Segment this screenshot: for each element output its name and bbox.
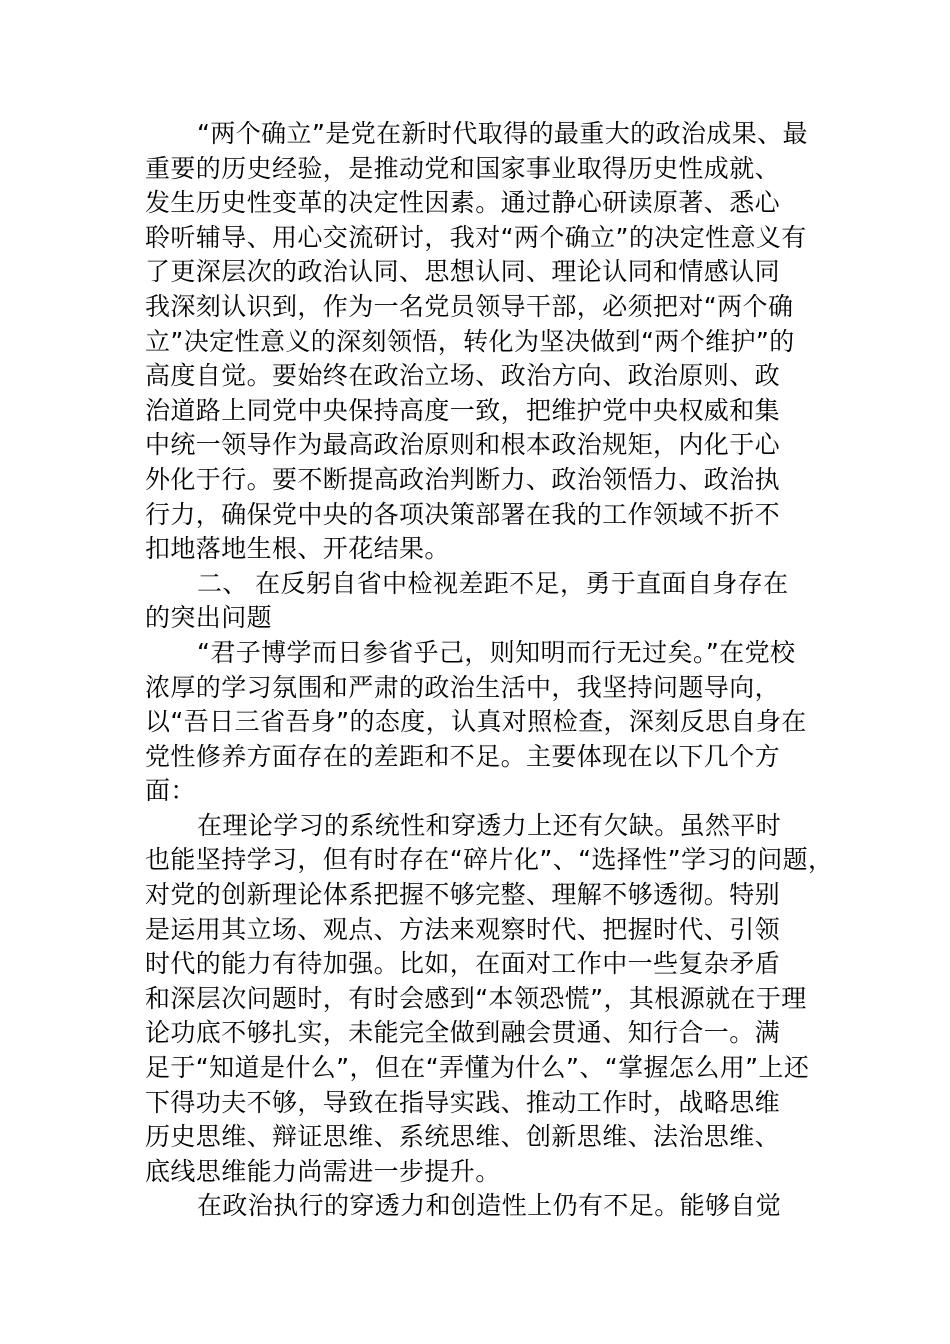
text-line: 在政治执行的穿透力和创造性上仍有不足。能够自觉 — [197, 1191, 782, 1221]
text-line: 面： — [145, 776, 196, 806]
text-line: 和深层次问题时，有时会感到“本领恐慌”，其根源就在于理 — [145, 983, 807, 1013]
text-line: 党性修养方面存在的差距和不足。主要体现在以下几个方 — [145, 741, 781, 771]
paragraph-two-establishments — [145, 117, 825, 567]
text-line: 是运用其立场、观点、方法来观察时代、把握时代、引领 — [145, 914, 781, 944]
text-line: 行力，确保党中央的各项决策部署在我的工作领域不折不 — [145, 499, 781, 529]
text-line: 重要的历史经验，是推动党和国家事业取得历史性成就、 — [145, 153, 781, 183]
text-line: 下得功夫不够，导致在指导实践、推动工作时，战略思维 — [145, 1087, 781, 1117]
paragraph-self-reflection — [145, 636, 825, 809]
section-heading-two — [145, 567, 825, 636]
heading-line: 二、 在反躬自省中检视差距不足，勇于直面自身存在 — [197, 569, 789, 598]
document-page — [145, 117, 834, 1224]
paragraph-political-execution — [145, 1189, 825, 1224]
text-line: 时代的能力有待加强。比如，在面对工作中一些复杂矛盾 — [145, 949, 781, 979]
text-line: 扣地落地生根、开花结果。 — [145, 534, 450, 564]
text-line: 外化于行。要不断提高政治判断力、政治领悟力、政治执 — [145, 464, 781, 494]
paragraph-theory-study — [145, 809, 834, 1190]
text-line: 高度自觉。要始终在政治立场、政治方向、政治原则、政 — [145, 361, 781, 391]
text-line: 以“吾日三省吾身”的态度，认真对照检查，深刻反思自身在 — [145, 707, 807, 737]
text-line: 立”决定性意义的深刻领悟，转化为坚决做到“两个维护”的 — [145, 326, 795, 356]
text-line: 历史思维、辩证思维、系统思维、创新思维、法治思维、 — [145, 1122, 781, 1152]
text-line: 底线思维能力尚需进一步提升。 — [145, 1156, 501, 1186]
text-line: 浓厚的学习氛围和严肃的政治生活中，我坚持问题导向， — [145, 672, 781, 702]
text-line: 发生历史性变革的决定性因素。通过静心研读原著、悉心 — [145, 188, 781, 218]
text-line: 聆听辅导、用心交流研讨，我对“两个确立”的决定性意义有 — [145, 222, 807, 252]
text-line: 论功底不够扎实，未能完全做到融会贯通、知行合一。满 — [145, 1018, 781, 1048]
text-line: 在理论学习的系统性和穿透力上还有欠缺。虽然平时 — [197, 810, 782, 840]
text-line: 也能坚持学习，但有时存在“碎片化”、“选择性”学习的问题， — [145, 845, 834, 875]
heading-line: 的突出问题 — [145, 604, 273, 633]
text-line: 对党的创新理论体系把握不够完整、理解不够透彻。特别 — [145, 880, 781, 910]
text-line: 足于“知道是什么”，但在“弄懂为什么”、“掌握怎么用”上还 — [145, 1053, 810, 1083]
text-line: “两个确立”是党在新时代取得的最重大的政治成果、最 — [197, 119, 808, 148]
text-line: “君子博学而日参省乎己，则知明而行无过矣。”在党校 — [197, 637, 796, 667]
text-line: 了更深层次的政治认同、思想认同、理论认同和情感认同 — [145, 257, 781, 287]
text-line: 中统一领导作为最高政治原则和根本政治规矩，内化于心 — [145, 430, 781, 460]
text-line: 我深刻认识到，作为一名党员领导干部，必须把对“两个确 — [145, 291, 794, 321]
text-line: 治道路上同党中央保持高度一致，把维护党中央权威和集 — [145, 395, 781, 425]
